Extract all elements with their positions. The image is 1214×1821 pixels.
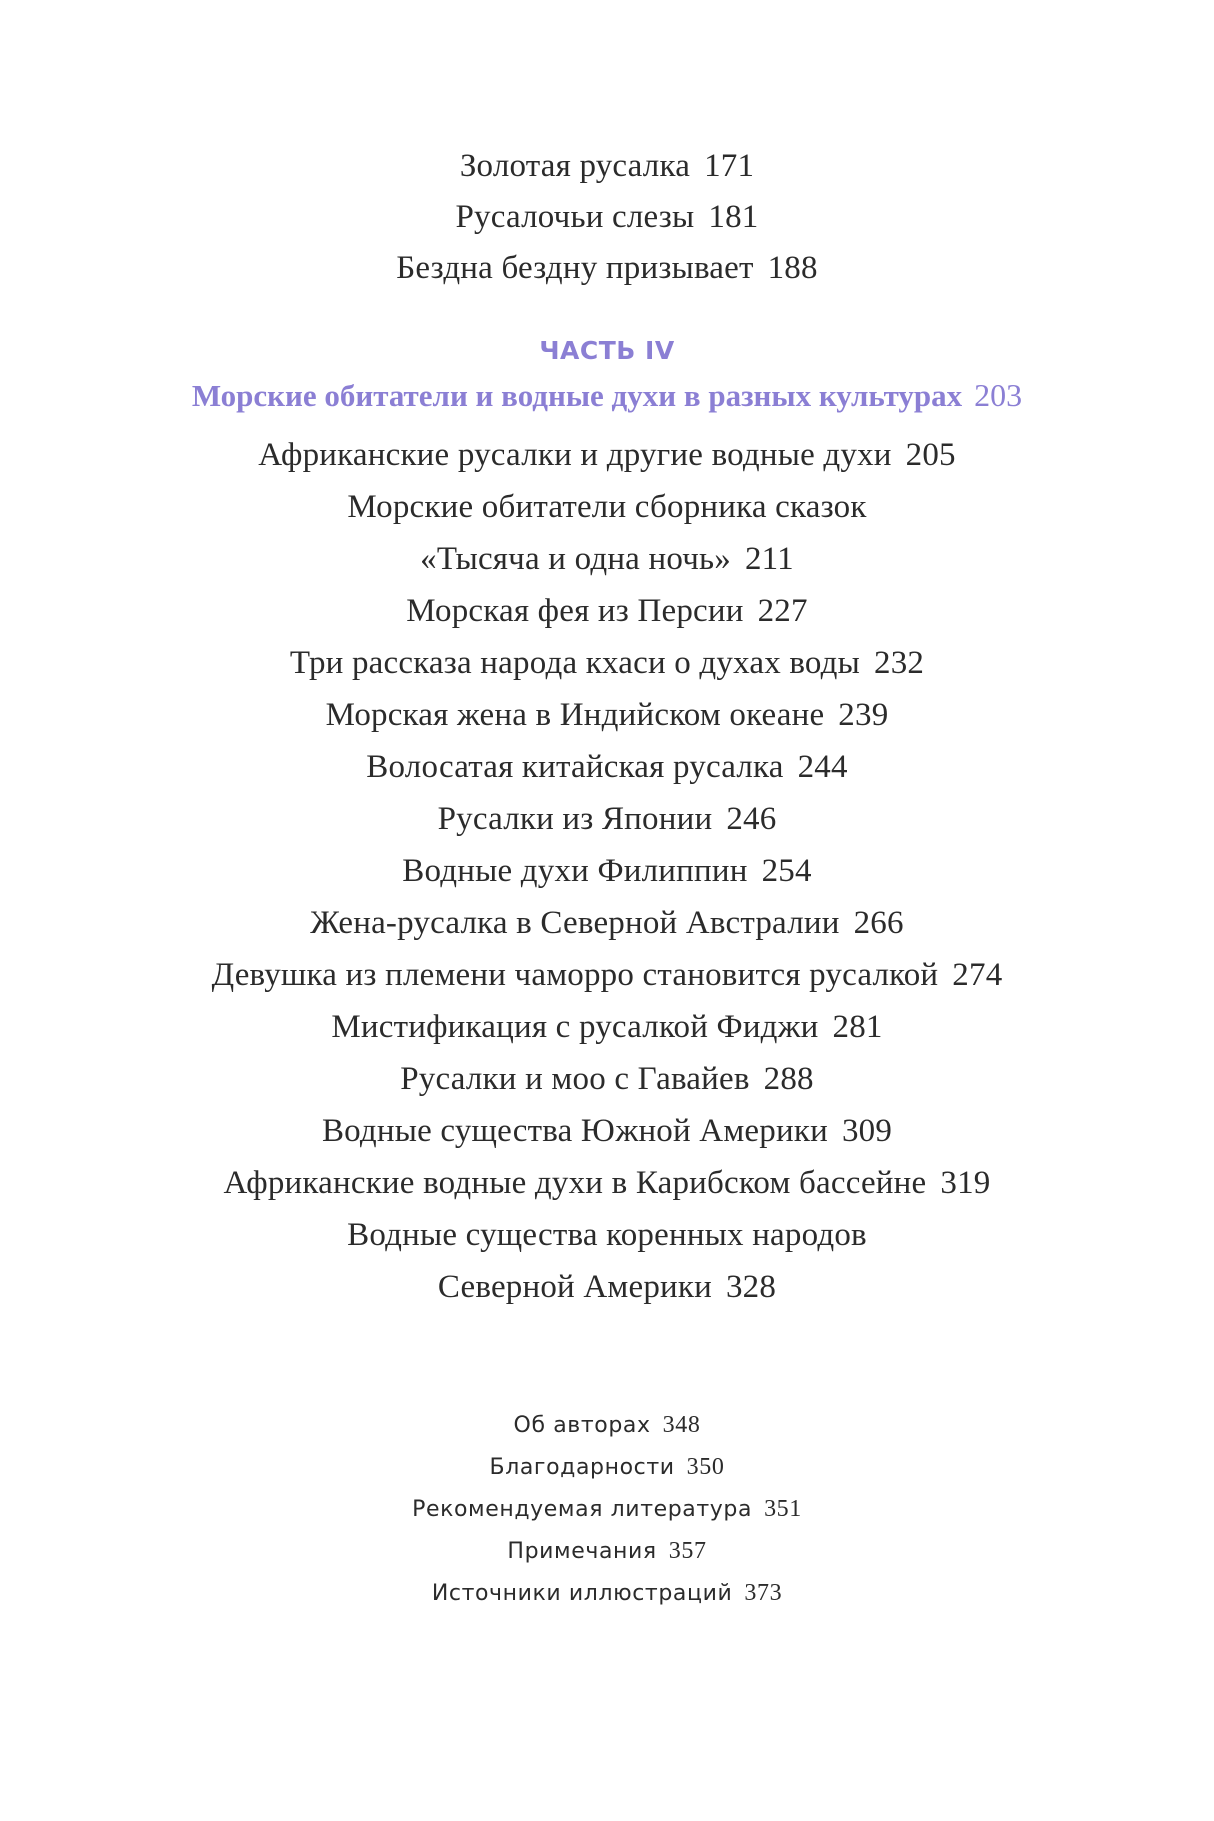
entry-title: Золотая русалка xyxy=(459,148,691,184)
entry-title: Примечания xyxy=(507,1539,657,1564)
entry-page: 274 xyxy=(952,957,1003,993)
entry-title: Африканские русалки и другие водные духи xyxy=(258,437,892,473)
toc-entry xyxy=(0,1007,1214,1047)
part-title-line xyxy=(0,375,1214,416)
entry-title: Об авторах xyxy=(513,1413,651,1438)
entry-title: Морская жена в Индийском океане xyxy=(325,697,825,733)
part-page: 203 xyxy=(974,377,1023,413)
entry-page: 319 xyxy=(940,1165,991,1201)
toc-entry xyxy=(0,1267,1214,1307)
toc-entry xyxy=(0,487,1214,527)
toc-entry xyxy=(0,146,1214,186)
toc-entry xyxy=(0,435,1214,475)
entry-title: Водные существа коренных народов xyxy=(347,1217,867,1253)
toc-entry xyxy=(0,643,1214,683)
entry-page: 328 xyxy=(725,1269,777,1305)
entry-page: 239 xyxy=(838,697,889,733)
toc-entry xyxy=(0,1059,1214,1099)
toc-entry xyxy=(0,248,1214,288)
toc-entry xyxy=(0,1111,1214,1151)
entry-title: Три рассказа народа кхаси о духах воды xyxy=(289,645,861,681)
entry-page: 171 xyxy=(704,148,755,184)
entry-page: 211 xyxy=(744,541,794,577)
entry-page: 188 xyxy=(767,250,818,286)
entry-page: 373 xyxy=(744,1580,783,1606)
toc-entry xyxy=(0,799,1214,839)
entry-title: Волосатая китайская русалка xyxy=(366,749,784,785)
entry-page: 254 xyxy=(761,853,812,889)
toc-entry xyxy=(0,539,1214,579)
toc-entry xyxy=(0,591,1214,631)
toc-entry xyxy=(0,955,1214,995)
back-matter-entry xyxy=(0,1536,1214,1567)
entry-title: Русалки из Японии xyxy=(437,801,713,837)
entry-page: 227 xyxy=(757,593,808,629)
entry-title: Водные духи Филиппин xyxy=(402,853,748,889)
entry-page: 244 xyxy=(797,749,848,785)
entry-title: Мистификация с русалкой Фиджи xyxy=(331,1009,819,1045)
entry-title: Водные существа Южной Америки xyxy=(321,1113,828,1149)
toc-entry xyxy=(0,1163,1214,1203)
entry-page: 181 xyxy=(708,199,759,235)
entry-page: 348 xyxy=(662,1412,701,1438)
toc-entry xyxy=(0,695,1214,735)
part-label: ЧАСТЬ IV xyxy=(539,336,675,365)
entry-title: Источники иллюстраций xyxy=(431,1581,733,1606)
toc-entry xyxy=(0,851,1214,891)
entry-title: Девушка из племени чаморро становится русалкой xyxy=(211,957,939,993)
entry-title: Благодарности xyxy=(489,1455,675,1480)
entry-title: «Тысяча и одна ночь» xyxy=(420,541,731,577)
entry-title: Русалки и моо с Гавайев xyxy=(400,1061,750,1097)
entry-page: 205 xyxy=(905,437,956,473)
entry-page: 309 xyxy=(841,1113,893,1149)
entry-page: 288 xyxy=(763,1061,814,1097)
toc-entry xyxy=(0,1215,1214,1255)
entry-title: Северной Америки xyxy=(437,1269,712,1305)
back-matter-entry xyxy=(0,1452,1214,1483)
toc-entry xyxy=(0,747,1214,787)
entry-page: 232 xyxy=(874,645,925,681)
toc-entry xyxy=(0,197,1214,237)
entry-page: 351 xyxy=(764,1496,802,1522)
entry-page: 246 xyxy=(726,801,777,837)
back-matter-entry xyxy=(0,1578,1214,1609)
entry-title: Морские обитатели сборника сказок xyxy=(347,489,867,525)
entry-page: 357 xyxy=(668,1538,707,1564)
entry-page: 281 xyxy=(832,1009,883,1045)
part-title: Морские обитатели и водные духи в разных культурах xyxy=(191,378,963,413)
entry-title: Русалочьи слезы xyxy=(455,199,695,235)
entry-title: Жена-русалка в Северной Австралии xyxy=(310,905,840,941)
entry-title: Морская фея из Персии xyxy=(406,593,744,629)
toc-entry xyxy=(0,903,1214,943)
entry-page: 266 xyxy=(853,905,904,941)
back-matter-entry xyxy=(0,1494,1214,1525)
entry-title: Африканские водные духи в Карибском бассейне xyxy=(223,1165,927,1201)
entry-page: 350 xyxy=(686,1454,725,1480)
entry-title: Бездна бездну призывает xyxy=(396,250,754,286)
entry-title: Рекомендуемая литература xyxy=(412,1497,753,1522)
back-matter-entry xyxy=(0,1410,1214,1441)
